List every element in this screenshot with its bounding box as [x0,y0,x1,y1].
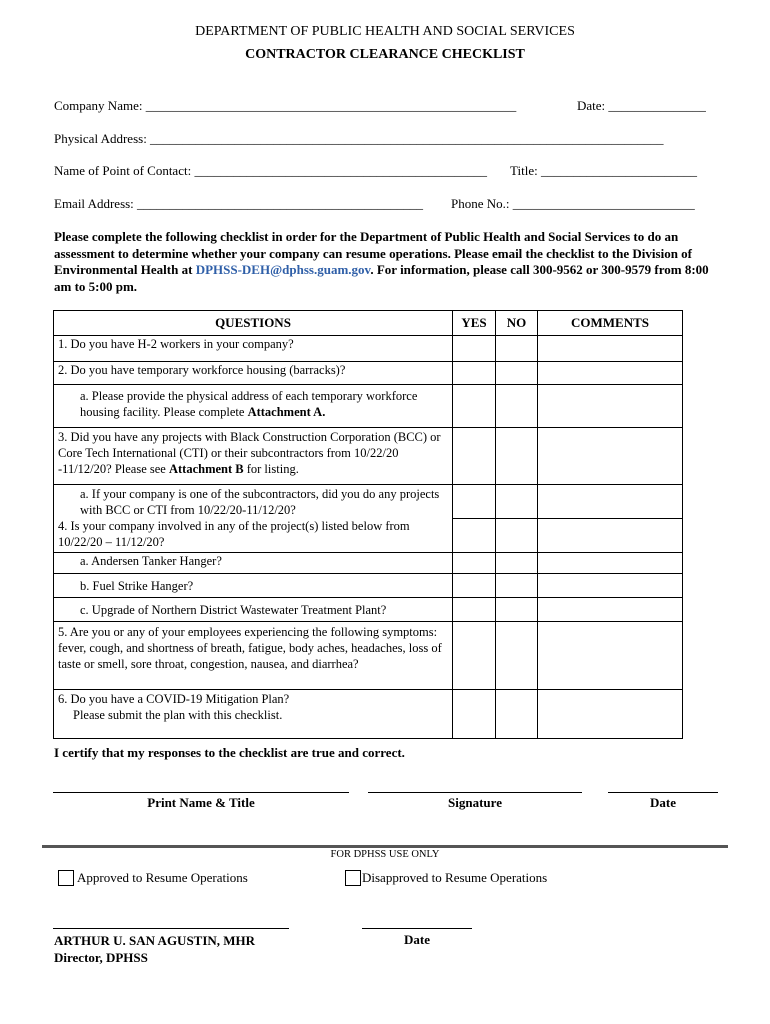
table-row [54,552,683,573]
yes-cell[interactable] [453,518,496,552]
director-name: ARTHUR U. SAN AGUSTIN, MHR [54,933,256,948]
director-signature-line[interactable] [53,928,289,929]
signature-line[interactable] [368,792,582,793]
question-6-note: Please submit the plan with this checklist. [73,707,283,722]
question-1: 1. Do you have H-2 workers in your company? [54,336,453,362]
attachment-a-ref: Attachment A. [247,405,326,419]
no-header: NO [496,311,538,336]
question-6-text: 6. Do you have a COVID-19 Mitigation Plan? [58,691,290,706]
instructions-text: Please complete the following checklist in order for the Department of Public Health and Social Services to do an assessment to determine whether your company can resume operations. Please email the checklist to the Division of Environmental Health at [54,229,693,277]
question-3a: a. If your company is one of the subcontractors, did you do any projects with BCC or CTI from 10/22/20-11/12/20? [54,485,453,519]
question-6 [54,689,453,738]
table-row [54,362,683,385]
no-cell[interactable] [496,336,538,362]
question-3 [54,428,453,485]
question-5: 5. Are you or any of your employees experiencing the following symptoms: fever, cough, and shortness of breath, fatigue, body aches, headaches, loss of taste or smell, sore throat, congestion, nausea, and diarrhea? [54,621,453,689]
comments-cell[interactable] [538,428,683,485]
director-title: Director, DPHSS [54,950,148,965]
no-cell[interactable] [496,552,538,573]
email-address-field[interactable]: Email Address: ____________________________________________ [54,196,424,211]
certification-statement: I certify that my responses to the checklist are true and correct. [54,745,405,760]
date-field[interactable]: Date: _______________ [577,98,706,113]
yes-cell[interactable] [453,336,496,362]
comments-cell[interactable] [538,385,683,428]
table-row [54,485,683,519]
company-name-field[interactable]: Company Name: _________________________________________________________ [54,98,517,113]
director-date-line[interactable] [362,928,472,929]
print-name-line[interactable] [53,792,349,793]
question-4c: c. Upgrade of Northern District Wastewater Treatment Plant? [54,597,453,621]
disapproved-checkbox[interactable] [345,870,361,886]
questions-header: QUESTIONS [54,311,453,336]
question-3-text: 3. Did you have any projects with Black Construction Corporation (BCC) or Core Tech International (CTI) or their subcontractors from 10/22/20 -11/12/20? Please see [58,430,441,476]
no-cell[interactable] [496,518,538,552]
table-row [54,385,683,428]
table-row [54,689,683,738]
no-cell[interactable] [496,485,538,519]
divider [42,845,728,848]
yes-cell[interactable] [453,428,496,485]
yes-cell[interactable] [453,552,496,573]
question-4: 4. Is your company involved in any of the project(s) listed below from 10/22/20 – 11/12/20? [54,518,453,552]
disapproved-label: Disapproved to Resume Operations [362,870,548,885]
email-link[interactable]: DPHSS-DEH@dphss.guam.gov [195,262,371,277]
no-cell[interactable] [496,385,538,428]
questions-table [53,310,683,739]
no-cell[interactable] [496,362,538,385]
contact-title-field[interactable]: Title: ________________________ [510,163,697,178]
yes-cell[interactable] [453,621,496,689]
print-name-label: Print Name & Title [147,795,255,810]
comments-cell[interactable] [538,552,683,573]
comments-cell[interactable] [538,573,683,597]
yes-cell[interactable] [453,385,496,428]
no-cell[interactable] [496,689,538,738]
comments-cell[interactable] [538,336,683,362]
yes-cell[interactable] [453,597,496,621]
no-cell[interactable] [496,597,538,621]
yes-cell[interactable] [453,362,496,385]
comments-header: COMMENTS [538,311,683,336]
phone-field[interactable]: Phone No.: ____________________________ [451,196,695,211]
attachment-b-ref: Attachment B [168,462,244,476]
approved-checkbox[interactable] [58,870,74,886]
question-4a: a. Andersen Tanker Hanger? [54,552,453,573]
director-date-label: Date [404,932,430,947]
question-4b: b. Fuel Strike Hanger? [54,573,453,597]
comments-cell[interactable] [538,362,683,385]
table-row [54,597,683,621]
yes-cell[interactable] [453,573,496,597]
question-2a-text: a. Please provide the physical address of each temporary workforce housing facility. Please complete [80,389,418,419]
instructions [54,229,718,295]
yes-cell[interactable] [453,689,496,738]
table-row [54,336,683,362]
no-cell[interactable] [496,621,538,689]
instructions-text-2: . For information, please call 300-9562 or 300-9579 from 8:00 am to 5:00 pm. [54,262,709,294]
comments-cell[interactable] [538,518,683,552]
comments-cell[interactable] [538,621,683,689]
date-label: Date [650,795,676,810]
table-header-row [54,311,683,336]
table-row [54,518,683,552]
department-heading: DEPARTMENT OF PUBLIC HEALTH AND SOCIAL SERVICES [195,24,575,39]
question-2: 2. Do you have temporary workforce housing (barracks)? [54,362,453,385]
date-line[interactable] [608,792,718,793]
question-2a [54,385,453,428]
no-cell[interactable] [496,428,538,485]
comments-cell[interactable] [538,689,683,738]
physical-address-field[interactable]: Physical Address: _______________________________________________________________________________ [54,131,664,146]
question-3-text-end: for listing. [243,462,299,476]
office-use-heading: FOR DPHSS USE ONLY [330,849,440,860]
table-row [54,621,683,689]
table-row [54,428,683,485]
no-cell[interactable] [496,573,538,597]
table-row [54,573,683,597]
signature-label: Signature [448,795,502,810]
comments-cell[interactable] [538,485,683,519]
yes-cell[interactable] [453,485,496,519]
approved-label: Approved to Resume Operations [77,870,248,885]
form-title: CONTRACTOR CLEARANCE CHECKLIST [245,47,525,62]
comments-cell[interactable] [538,597,683,621]
yes-header: YES [453,311,496,336]
point-of-contact-field[interactable]: Name of Point of Contact: _____________________________________________ [54,163,487,178]
